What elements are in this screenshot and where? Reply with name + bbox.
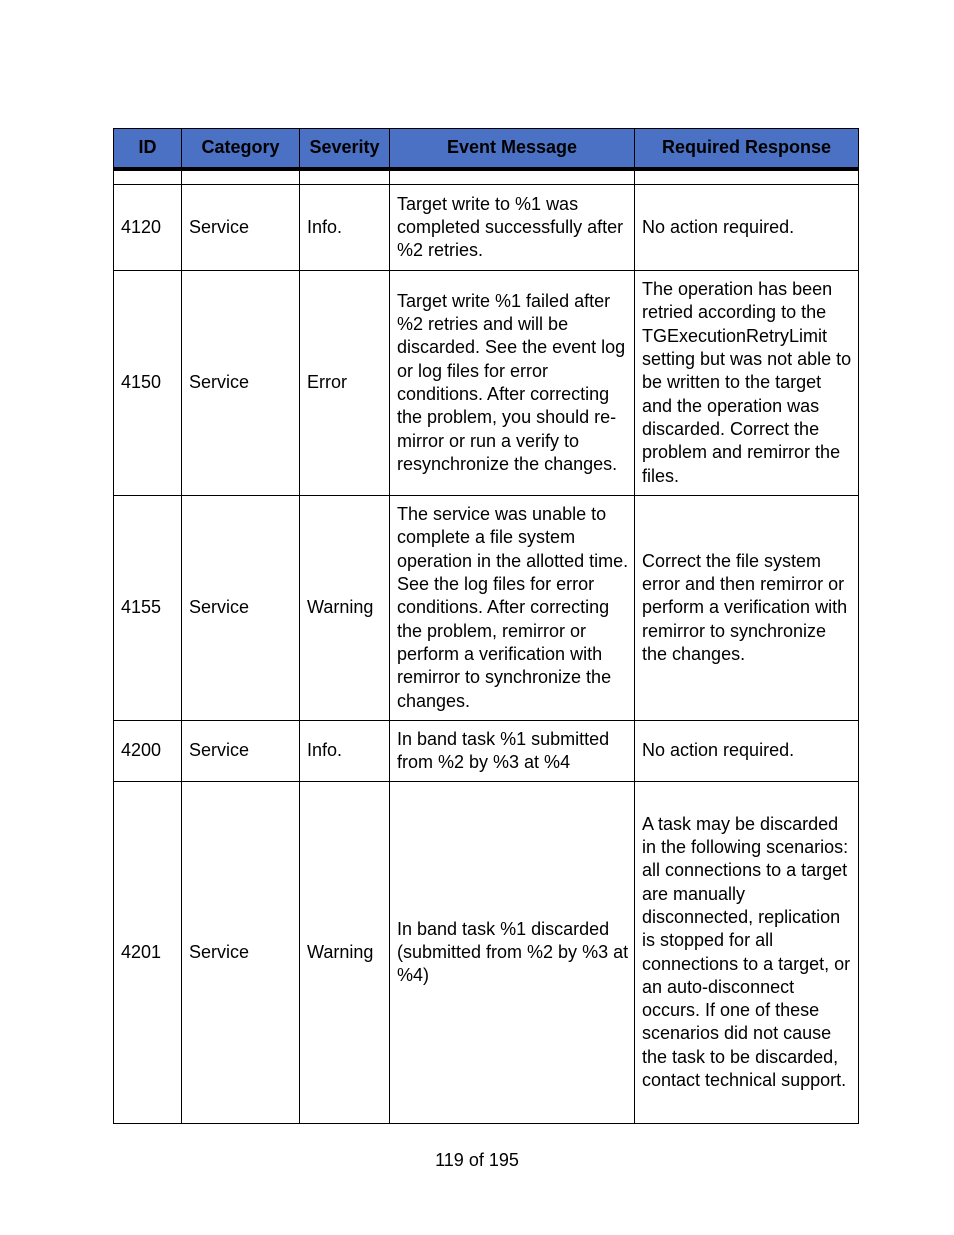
event-severity: Info. — [300, 721, 390, 782]
event-severity: Warning — [300, 782, 390, 1124]
event-message: Target write %1 failed after %2 retries and will be discarded. See the event log or log files for error conditions. After correcting the problem, you should re-mirror or run a verify to resynchronize the changes. — [390, 271, 635, 496]
event-id: 4150 — [114, 271, 182, 496]
event-severity: Info. — [300, 185, 390, 271]
required-response: A task may be discarded in the following scenarios: all connections to a target are manually disconnected, replication is stopped for all connections to a target, or an auto-disconnect occurs. If one of these scenarios did not cause the task to be discarded, contact technical support. — [635, 782, 859, 1124]
required-response: No action required. — [635, 721, 859, 782]
event-message: The service was unable to complete a file system operation in the allotted time. See the log files for error conditions. After correcting the problem, remirror or perform a verification with remirror to synchronize the changes. — [390, 496, 635, 721]
event-message: In band task %1 submitted from %2 by %3 at %4 — [390, 721, 635, 782]
event-category: Service — [182, 271, 300, 496]
table-row — [114, 185, 859, 271]
required-response: No action required. — [635, 185, 859, 271]
header-required-response: Required Response — [635, 129, 859, 169]
header-event-message: Event Message — [390, 129, 635, 169]
event-category: Service — [182, 496, 300, 721]
event-message: Target write to %1 was completed successfully after %2 retries. — [390, 185, 635, 271]
page-number: 119 of 195 — [435, 1150, 519, 1170]
event-severity: Error — [300, 271, 390, 496]
required-response: Correct the file system error and then remirror or perform a verification with remirror to synchronize the changes. — [635, 496, 859, 721]
table-row — [114, 782, 859, 1124]
event-id: 4201 — [114, 782, 182, 1124]
event-id: 4155 — [114, 496, 182, 721]
event-id: 4200 — [114, 721, 182, 782]
event-severity: Warning — [300, 496, 390, 721]
table-row — [114, 721, 859, 782]
spacer-cell — [300, 169, 390, 185]
spacer-cell — [182, 169, 300, 185]
event-category: Service — [182, 721, 300, 782]
event-message: In band task %1 discarded (submitted from %2 by %3 at %4) — [390, 782, 635, 1124]
header-id: ID — [114, 129, 182, 169]
header-severity: Severity — [300, 129, 390, 169]
header-spacer-row — [114, 169, 859, 185]
table-header-row — [114, 129, 859, 169]
event-category: Service — [182, 782, 300, 1124]
required-response: The operation has been retried according to the TGExecutionRetryLimit setting but was not able to be written to the target and the operation was discarded. Correct the problem and remirror the files. — [635, 271, 859, 496]
spacer-cell — [390, 169, 635, 185]
header-category: Category — [182, 129, 300, 169]
spacer-cell — [635, 169, 859, 185]
table-row — [114, 496, 859, 721]
table-row — [114, 271, 859, 496]
spacer-cell — [114, 169, 182, 185]
event-table — [113, 128, 859, 1124]
event-id: 4120 — [114, 185, 182, 271]
event-category: Service — [182, 185, 300, 271]
